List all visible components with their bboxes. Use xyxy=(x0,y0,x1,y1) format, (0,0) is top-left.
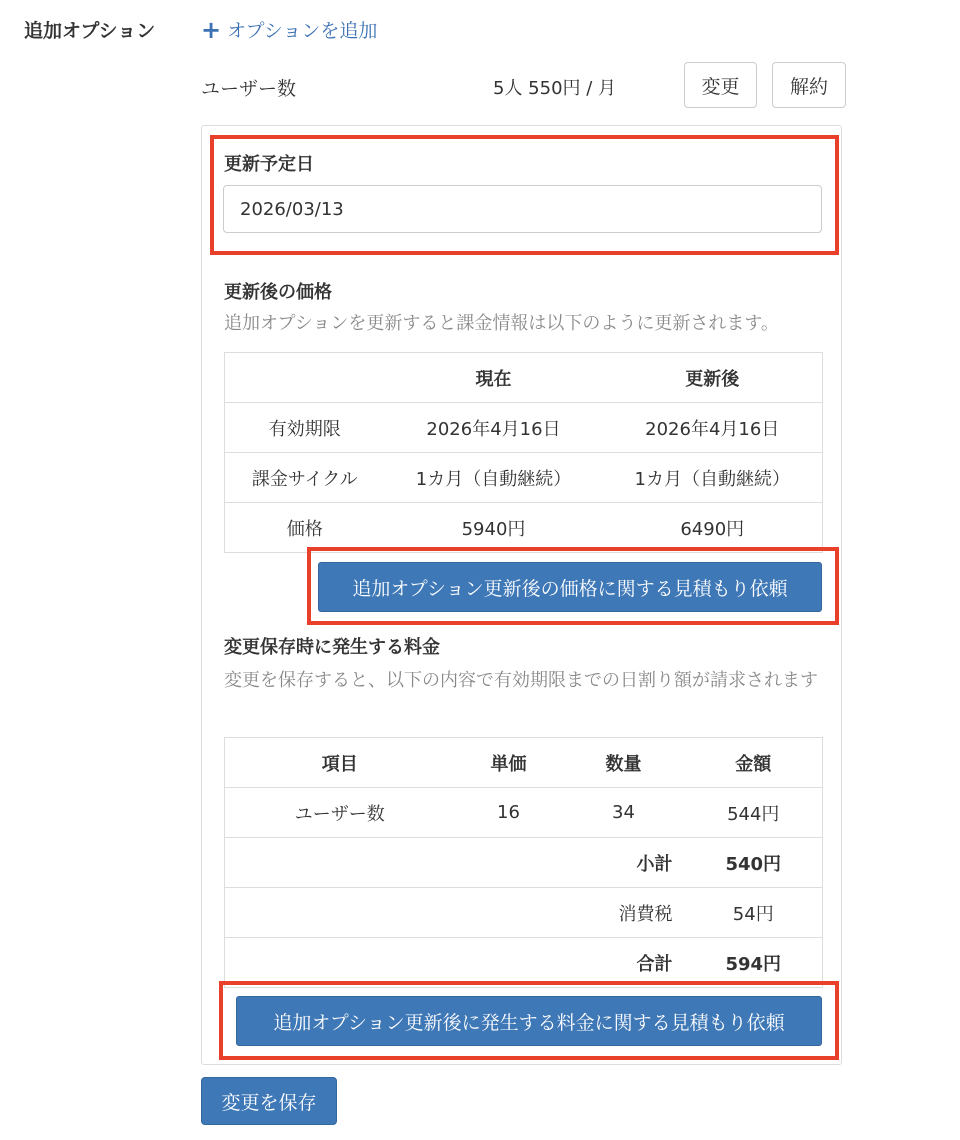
option-row xyxy=(201,62,846,110)
charge-description: 変更を保存すると、以下の内容で有効期限までの日割り額が請求されます xyxy=(224,670,818,691)
total-row xyxy=(225,938,823,988)
price-after-description: 追加オプションを更新すると課金情報は以下のように更新されます。 xyxy=(224,313,779,334)
charge-title: 変更保存時に発生する料金 xyxy=(224,637,440,658)
table-row xyxy=(225,453,823,503)
total-value: 594円 xyxy=(685,938,823,988)
after-value: 2026年4月16日 xyxy=(603,403,823,453)
subtotal-value: 540円 xyxy=(685,838,823,888)
renewal-date-label: 更新予定日 xyxy=(224,154,314,175)
table-header: 単価 xyxy=(490,753,527,775)
subtotal-row xyxy=(225,838,823,888)
cancel-button[interactable]: 解約 xyxy=(772,62,846,108)
current-value: 2026年4月16日 xyxy=(385,403,603,453)
table-header-row xyxy=(225,738,823,788)
change-button[interactable]: 変更 xyxy=(684,62,757,108)
option-price: 5人 550円 / 月 xyxy=(493,78,617,99)
renewal-date-input[interactable] xyxy=(223,185,822,233)
table-header: 項目 xyxy=(321,753,358,775)
table-row xyxy=(225,503,823,553)
table-row xyxy=(225,403,823,453)
amount: 544円 xyxy=(685,788,823,838)
subtotal-label: 小計 xyxy=(563,838,685,888)
add-option-label: オプションを追加 xyxy=(227,20,378,42)
table-header-row xyxy=(225,353,823,403)
section-label: 追加オプション xyxy=(24,20,156,42)
table-row xyxy=(225,788,823,838)
option-edit-panel xyxy=(201,125,842,1065)
price-after-title: 更新後の価格 xyxy=(224,282,332,303)
table-header xyxy=(225,353,385,403)
current-value: 5940円 xyxy=(385,503,603,553)
add-option-link[interactable] xyxy=(201,16,377,43)
price-comparison-table xyxy=(224,352,823,553)
table-header: 現在 xyxy=(475,368,512,390)
row-label: 有効期限 xyxy=(225,403,385,453)
row-label: 課金サイクル xyxy=(225,453,385,503)
after-value: 6490円 xyxy=(603,503,823,553)
charge-table xyxy=(224,737,823,988)
tax-value: 54円 xyxy=(685,888,823,938)
option-name: ユーザー数 xyxy=(201,78,297,100)
current-value: 1カ月（自動継続） xyxy=(385,453,603,503)
table-header: 更新後 xyxy=(685,368,740,390)
tax-label: 消費税 xyxy=(563,888,685,938)
total-label: 合計 xyxy=(563,938,685,988)
table-header: 数量 xyxy=(605,753,642,775)
quantity: 34 xyxy=(563,788,685,838)
save-button[interactable]: 変更を保存 xyxy=(201,1077,337,1125)
plus-icon: + xyxy=(201,15,222,44)
item-name: ユーザー数 xyxy=(225,788,455,838)
charge-quote-button[interactable]: 追加オプション更新後に発生する料金に関する見積もり依頼 xyxy=(236,996,822,1046)
after-value: 1カ月（自動継続） xyxy=(603,453,823,503)
table-header: 金額 xyxy=(735,753,772,775)
unit-price: 16 xyxy=(455,788,563,838)
price-quote-button[interactable]: 追加オプション更新後の価格に関する見積もり依頼 xyxy=(318,562,822,612)
tax-row xyxy=(225,888,823,938)
row-label: 価格 xyxy=(225,503,385,553)
